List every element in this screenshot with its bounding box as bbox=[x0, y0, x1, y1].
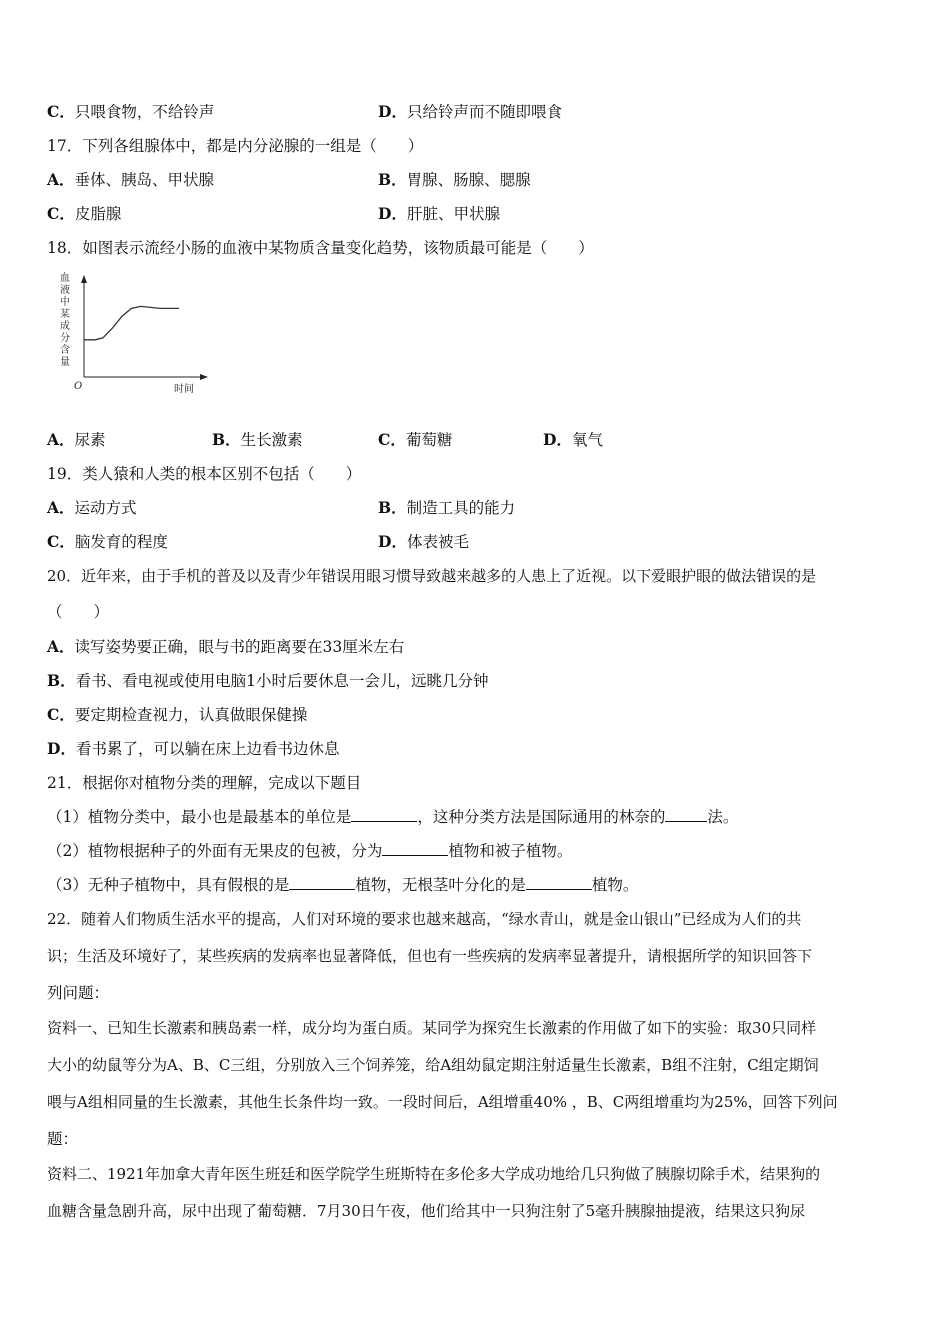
y-axis-label-char: 液 bbox=[60, 285, 70, 296]
q18-chart bbox=[44, 265, 214, 400]
q22-line9: 血糖含量急剧升高，尿中出现了葡萄糖．7月30日午夜，他们给其中一只狗注射了5毫升胰腺抽提液，结果这只狗尿 bbox=[47, 1202, 806, 1220]
q17-option-a: A．垂体、胰岛、甲状腺 bbox=[47, 170, 215, 189]
q20-stem-line1: 20．近年来，由于手机的普及以及青少年错误用眼习惯导致越来越多的人患上了近视。以下爱眼护眼的做法错误的是 bbox=[47, 567, 817, 585]
q22-line4: 资料一、已知生长激素和胰岛素一样，成分均为蛋白质。某同学为探究生长激素的作用做了如下的实验：取30只同样 bbox=[47, 1019, 817, 1037]
q20-option-b: B．看书、看电视或使用电脑1小时后要休息一会儿，远眺几分钟 bbox=[47, 671, 489, 690]
blank[interactable] bbox=[382, 841, 448, 856]
q22-line1: 22．随着人们物质生活水平的提高，人们对环境的要求也越来越高，“绿水青山，就是金山银山”已经成为人们的共 bbox=[47, 910, 802, 928]
series-line bbox=[84, 306, 179, 339]
y-axis-label-char: 含 bbox=[60, 345, 70, 356]
q18-option-b: B．生长激素 bbox=[212, 430, 303, 449]
q21-sub2: （2）植物根据种子的外面有无果皮的包被，分为 植物和被子植物。 bbox=[47, 842, 573, 860]
q17-option-d: D．肝脏、甲状腺 bbox=[378, 204, 500, 223]
x-axis-arrow bbox=[200, 374, 208, 380]
y-axis-label-char: 分 bbox=[60, 333, 70, 344]
q19-stem: 19．类人猿和人类的根本区别不包括（ ） bbox=[47, 465, 362, 483]
x-axis-label: 时间 bbox=[174, 384, 194, 395]
q17-option-c: C．皮脂腺 bbox=[47, 204, 122, 223]
y-axis-label-char: 血 bbox=[60, 273, 70, 284]
q20-option-c: C．要定期检查视力，认真做眼保健操 bbox=[47, 705, 308, 724]
origin-label: O bbox=[74, 381, 83, 392]
q22-line3: 列问题： bbox=[47, 984, 110, 1002]
q18-option-a: A．尿素 bbox=[47, 430, 106, 449]
blank[interactable] bbox=[665, 807, 707, 822]
q21-stem: 21．根据你对植物分类的理解，完成以下题目 bbox=[47, 774, 362, 792]
y-axis-label-char: 某 bbox=[60, 309, 70, 320]
q19-option-d: D．体表被毛 bbox=[378, 532, 469, 551]
q21-sub1: （1）植物分类中，最小也是最基本的单位是 ，这种分类方法是国际通用的林奈的 法。 bbox=[47, 808, 739, 826]
q18-option-c: C．葡萄糖 bbox=[378, 430, 453, 449]
q17-stem: 17．下列各组腺体中，都是内分泌腺的一组是（ ） bbox=[47, 137, 424, 155]
q22-line5: 大小的幼鼠等分为A、B、C三组，分别放入三个饲养笼，给A组幼鼠定期注射适量生长激素，B组不注射，C组定期饲 bbox=[47, 1056, 819, 1074]
blank[interactable] bbox=[526, 875, 592, 890]
q22-line2: 识；生活及环境好了，某些疾病的发病率也显著降低，但也有一些疾病的发病率显著提升，请根据所学的知识回答下 bbox=[47, 947, 813, 965]
q19-option-b: B．制造工具的能力 bbox=[378, 498, 516, 517]
y-axis-label-char: 中 bbox=[60, 297, 70, 308]
y-axis-label bbox=[60, 272, 70, 368]
q19-option-c: C．脑发育的程度 bbox=[47, 532, 168, 551]
q22-line8: 资料二、1921年加拿大青年医生班廷和医学院学生班斯特在多伦多大学成功地给几只狗做了胰腺切除手术，结果狗的 bbox=[47, 1165, 821, 1183]
q18-stem: 18．如图表示流经小肠的血液中某物质含量变化趋势，该物质最可能是（ ） bbox=[47, 239, 594, 257]
q22-line6: 喂与A组相同量的生长激素，其他生长条件均一致。一段时间后，A组增重40% ，B、C两组增重均为25%，回答下列问 bbox=[47, 1093, 838, 1111]
q18-option-d: D．氧气 bbox=[543, 430, 603, 449]
q21-sub3: （3）无种子植物中，具有假根的是 植物，无根茎叶分化的是 植物。 bbox=[47, 876, 639, 894]
q16-option-d: D．只给铃声而不随即喂食 bbox=[378, 102, 562, 121]
y-axis-label-char: 成 bbox=[60, 321, 70, 332]
q20-stem-line2: （ ） bbox=[47, 603, 110, 621]
q19-option-a: A．运动方式 bbox=[47, 498, 137, 517]
y-axis-label-char: 量 bbox=[60, 357, 70, 368]
y-axis-arrow bbox=[81, 275, 87, 283]
q22-line7: 题： bbox=[47, 1130, 79, 1148]
q20-option-a: A．读写姿势要正确，眼与书的距离要在33厘米左右 bbox=[47, 637, 405, 656]
blank[interactable] bbox=[351, 807, 417, 822]
q17-option-b: B．胃腺、肠腺、腮腺 bbox=[378, 170, 531, 189]
blank[interactable] bbox=[289, 875, 355, 890]
q20-option-d: D．看书累了，可以躺在床上边看书边休息 bbox=[47, 739, 340, 758]
q16-option-c: C．只喂食物，不给铃声 bbox=[47, 102, 215, 121]
